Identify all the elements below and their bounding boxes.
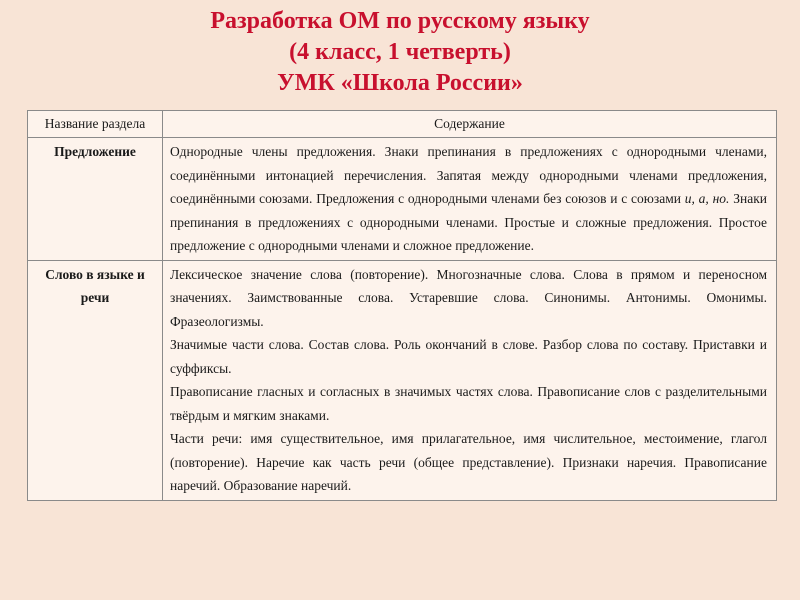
content-text: Однородные члены предложения. Знаки препинания в предложениях с однородными членами, соединёнными интонацией перечисления. Запятая между однородными членами предложения, соединёнными союзами. Предложения с однородными членами без союзов и с союзами — [170, 144, 767, 206]
content-paragraph: Части речи: имя существительное, имя прилагательное, имя числительное, местоимение, глагол (повторение). Наречие как часть речи (общее представление). Признаки наречия. Правописание наречий. Образование наречий. — [170, 431, 767, 493]
table-row — [28, 260, 777, 500]
section-name-cell: Слово в языке и речи — [28, 260, 163, 500]
title-line-1: Разработка ОМ по русскому языку — [210, 8, 590, 34]
content-paragraph: Значимые части слова. Состав слова. Роль окончаний в слове. Разбор слова по составу. Приставки и суффиксы. — [170, 337, 767, 376]
title-line-3: УМК «Школа России» — [277, 70, 523, 96]
curriculum-table — [27, 110, 777, 501]
content-paragraph: Лексическое значение слова (повторение). Многозначные слова. Слова в прямом и переносном значениях. Заимствованные слова. Устаревшие слова. Синонимы. Антонимы. Омонимы. Фразеологизмы. — [170, 266, 767, 329]
section-content-cell — [163, 260, 777, 500]
section-name-cell: Предложение — [28, 138, 163, 261]
table-row — [28, 138, 777, 261]
content-paragraph: Правописание гласных и согласных в значимых частях слова. Правописание слов с разделительными твёрдым и мягким знаками. — [170, 384, 767, 423]
conjunctions-text: и, а, но. — [684, 191, 730, 206]
header-content: Содержание — [163, 111, 777, 138]
header-section-name: Название раздела — [28, 111, 163, 138]
section-content-cell — [163, 138, 777, 261]
table-header-row — [28, 111, 777, 138]
content-text: Знаки препинания в предложениях с однородными членами. Простые и сложные предложения. Простое предложение с однородными членами и сложное предложение. — [170, 191, 767, 253]
title-line-2: (4 класс, 1 четверть) — [289, 39, 511, 65]
slide-title — [0, 6, 800, 99]
